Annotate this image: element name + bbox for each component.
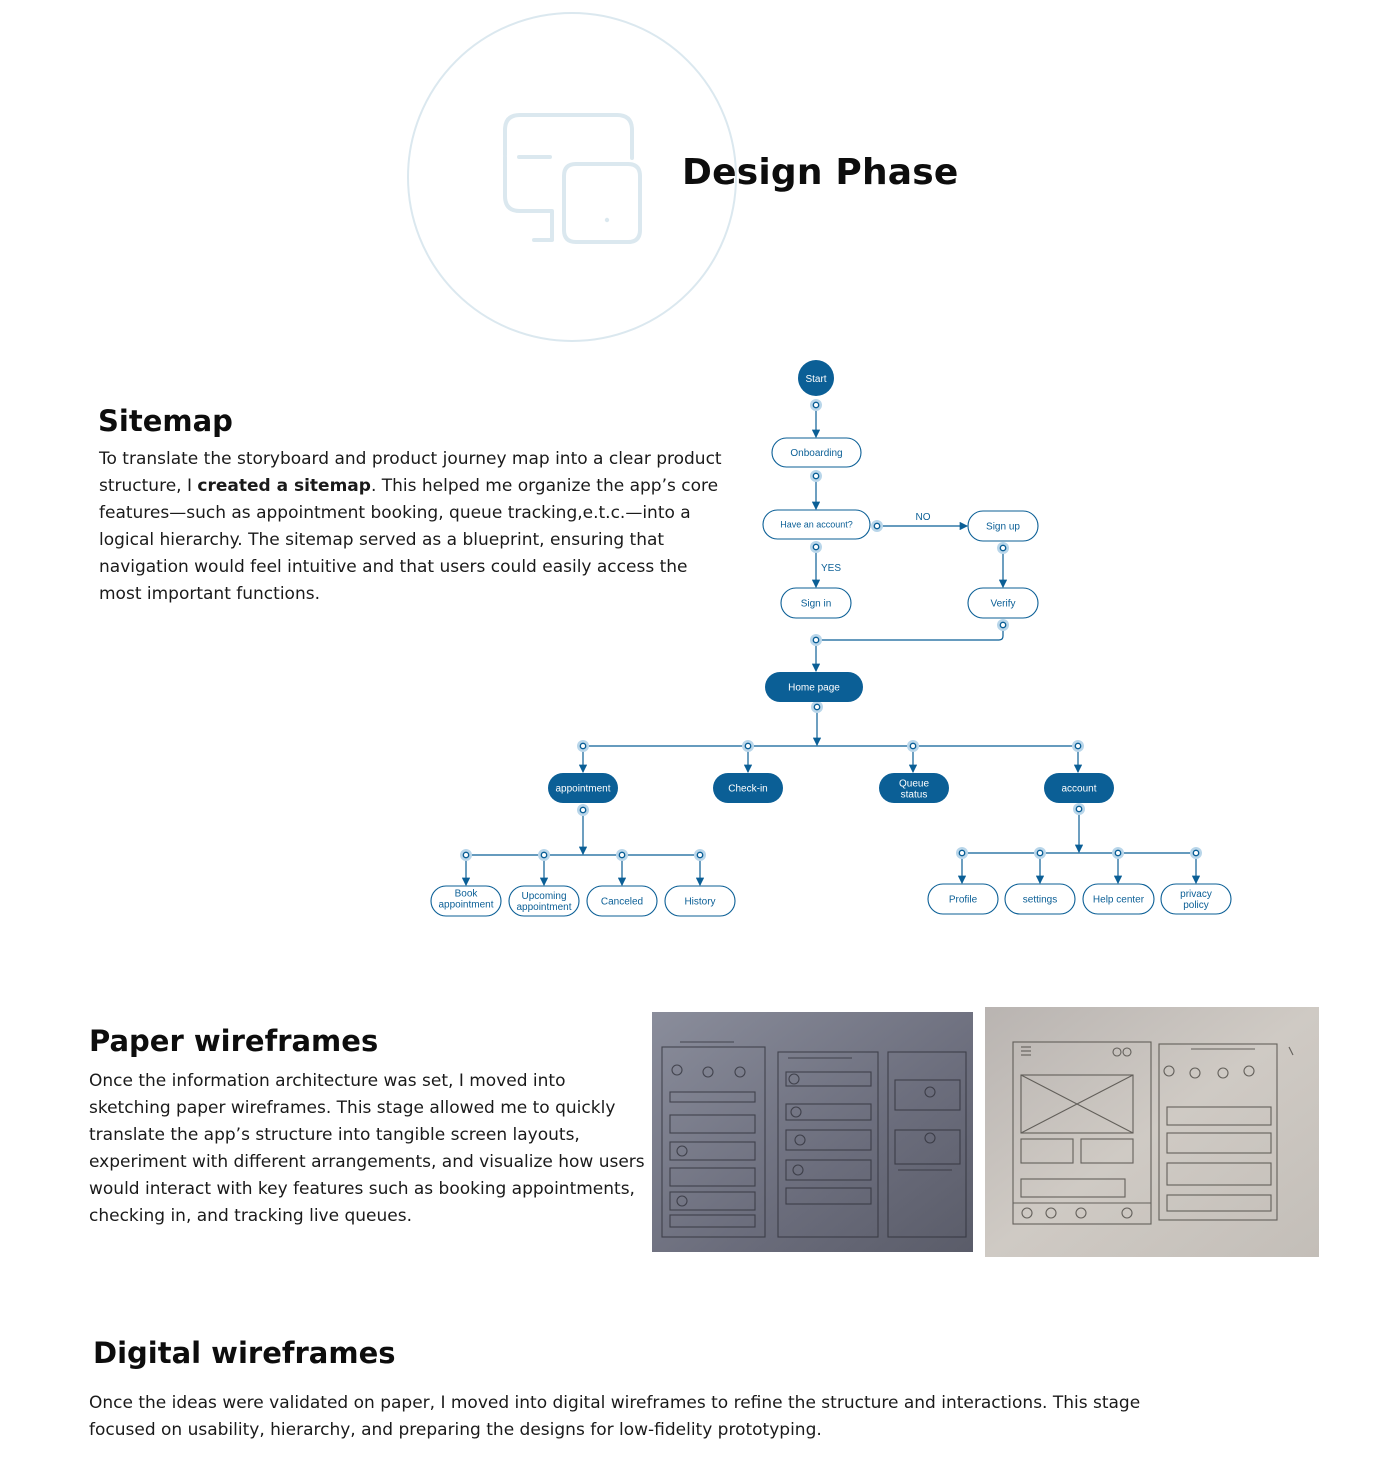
connector-dot: [538, 849, 550, 861]
node-have-account-label: Have an account?: [780, 519, 853, 530]
connector-dot: [616, 849, 628, 861]
node-verify-label: Verify: [990, 598, 1016, 610]
node-account: [1044, 773, 1114, 803]
node-settings: [1005, 884, 1075, 914]
edge-label-yes: YES: [820, 563, 842, 574]
connector-dot: [997, 619, 1009, 631]
node-help-center: [1083, 884, 1154, 914]
paper-wireframe-photo-1: [652, 1012, 973, 1252]
connector-dot: [871, 520, 883, 532]
node-book-label-1: Book: [454, 888, 478, 900]
connector-dot: [810, 541, 822, 553]
connector-dot: [810, 470, 822, 482]
node-privacy-label-1: privacy: [1180, 889, 1212, 900]
node-verify: [968, 588, 1038, 618]
node-appointment-label: appointment: [555, 783, 611, 795]
connector-dot: [694, 849, 706, 861]
node-sign-in-label: Sign in: [800, 598, 832, 610]
connector-dot: [1073, 803, 1085, 815]
sitemap-description-part2: . This helped me organize the app’s core features—such as appointment booking, queue tracking,e.t.c.—into a logical hierarchy. The sitemap served as a blueprint, ensuring that navigation would feel intuitive and that users could easily access the most important functions.: [99, 476, 719, 604]
edge-verify-merge: [816, 625, 1003, 640]
node-history: [665, 886, 735, 916]
node-queue-status-label-1: Queue: [898, 778, 930, 790]
node-privacy-policy: [1161, 884, 1231, 914]
node-settings-label: settings: [1022, 894, 1058, 906]
node-sign-up: [968, 511, 1038, 541]
sitemap-description-part1: To translate the storyboard and product journey map into a clear product structure, I: [99, 449, 722, 496]
paper-wireframes-heading: Paper wireframes: [89, 1024, 379, 1058]
connector-dot: [742, 740, 754, 752]
node-book-appointment: [431, 886, 501, 916]
node-account-label: account: [1061, 783, 1097, 795]
connector-dot: [810, 399, 822, 411]
node-start: [798, 360, 834, 396]
node-profile-label: Profile: [948, 894, 978, 906]
connector-dot: [810, 634, 822, 646]
sitemap-heading: Sitemap: [98, 404, 233, 438]
node-privacy-label-2: policy: [1183, 900, 1209, 911]
node-queue-status-label-2: status: [900, 789, 928, 801]
connector-dot: [811, 701, 823, 713]
node-onboarding-label: Onboarding: [790, 448, 843, 459]
node-book-label-2: appointment: [438, 899, 494, 911]
node-checkin-label: Check-in: [728, 783, 768, 795]
connector-dot: [956, 847, 968, 859]
connector-dot: [460, 849, 472, 861]
connector-dot: [577, 740, 589, 752]
logo-mark-icon: [498, 110, 648, 250]
node-home: [765, 672, 863, 702]
node-upcoming-label-1: Upcoming: [521, 891, 567, 902]
connector-dot: [1112, 847, 1124, 859]
sitemap-description: [99, 446, 729, 608]
node-start-label: Start: [805, 374, 827, 385]
digital-wireframes-description: Once the ideas were validated on paper, I moved into digital wireframes to refine the structure and interactions. This stage focused on usability, hierarchy, and preparing the designs for low-fidelity prototyping.: [89, 1393, 1141, 1440]
edge-label-no: NO: [915, 512, 931, 523]
page-title: Design Phase: [682, 152, 959, 193]
node-onboarding: [772, 438, 861, 467]
sitemap-description-emphasis: created a sitemap: [197, 476, 371, 496]
connector-dot: [577, 804, 589, 816]
digital-wireframes-heading: Digital wireframes: [93, 1336, 396, 1370]
node-checkin: [713, 773, 783, 803]
node-appointment: [548, 773, 618, 803]
node-canceled: [587, 886, 657, 916]
node-have-account: [763, 510, 870, 539]
node-help-center-label: Help center: [1092, 894, 1145, 906]
node-sign-up-label: Sign up: [986, 521, 1020, 533]
node-upcoming-label-2: appointment: [516, 902, 572, 913]
node-profile: [928, 884, 998, 914]
node-sign-in: [781, 588, 851, 618]
connector-dot: [907, 740, 919, 752]
node-queue-status: [879, 773, 949, 803]
node-upcoming-appointment: [509, 886, 579, 916]
node-history-label: History: [684, 896, 716, 908]
connector-dot: [1034, 847, 1046, 859]
node-home-label: Home page: [788, 682, 840, 694]
connector-dot: [997, 542, 1009, 554]
paper-wireframe-photo-2: [985, 1007, 1319, 1257]
connector-dot: [1072, 740, 1084, 752]
paper-wireframes-description: Once the information architecture was set, I moved into sketching paper wireframes. This stage allowed me to quickly translate the app’s structure into tangible screen layouts, experiment with different arrangements, and visualize how users would interact with key features such as booking appointments, checking in, and tracking live queues.: [89, 1071, 645, 1226]
node-canceled-label: Canceled: [600, 896, 644, 908]
connector-dot: [1190, 847, 1202, 859]
